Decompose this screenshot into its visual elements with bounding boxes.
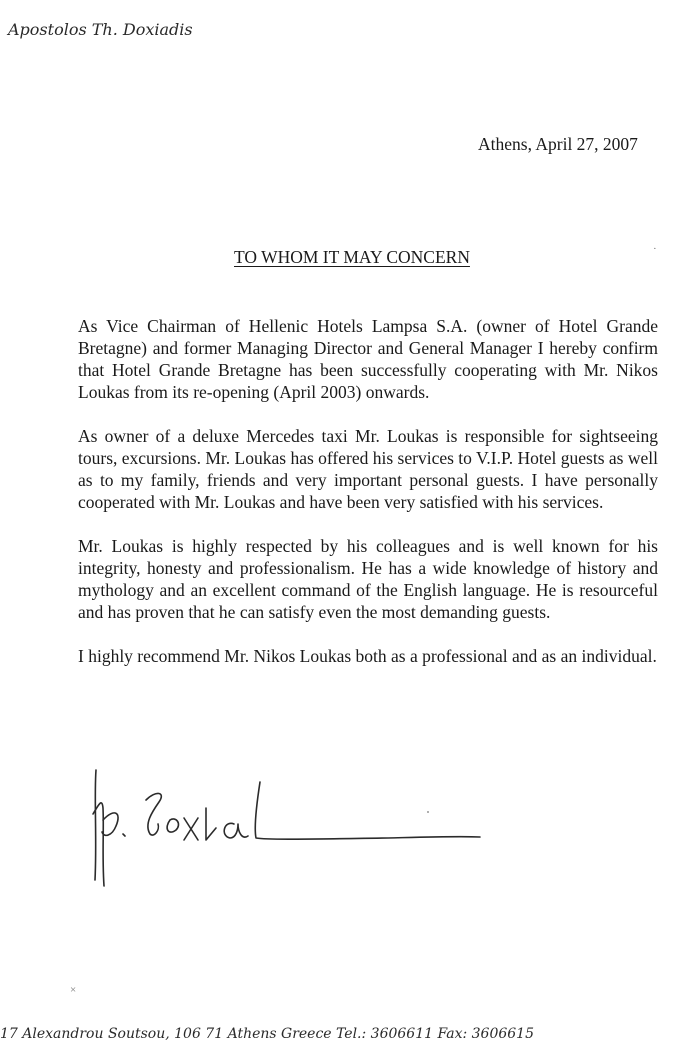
letter-heading: TO WHOM IT MAY CONCERN: [234, 247, 470, 267]
letter-date: Athens, April 27, 2007: [478, 134, 638, 154]
paper-speck: ×: [70, 984, 77, 996]
footer-address: 17 Alexandrou Soutsou, 106 71 Athens Greece Tel.: 3606611 Fax: 3606615: [0, 1026, 534, 1042]
letter-body: [78, 315, 658, 689]
letterhead-name: Apostolos Th. Doxiadis: [8, 20, 193, 39]
paragraph-character: Mr. Loukas is highly respected by his colleagues and is well known for his integrity, honesty and professionalism. He has a wide knowledge of history and mythology and an excellent command of the English language. He is resourceful and has proven that he can satisfy even the most demanding guests.: [78, 536, 658, 622]
paper-speck: ·: [653, 243, 657, 255]
paragraph-confirmation: As Vice Chairman of Hellenic Hotels Lampsa S.A. (owner of Hotel Grande Bretagne) and former Managing Director and General Manager I hereby confirm that Hotel Grande Bretagne has been successfully cooperating with Mr. Nikos Loukas from its re-opening (April 2003) onwards.: [78, 316, 658, 402]
paragraph-recommendation: I highly recommend Mr. Nikos Loukas both as a professional and as an individual.: [78, 646, 657, 666]
paragraph-services: As owner of a deluxe Mercedes taxi Mr. Loukas is responsible for sightseeing tours, excursions. Mr. Loukas has offered his services to V.I.P. Hotel guests as well as to my family, friends and very important personal guests. I have personally cooperated with Mr. Loukas and have been very satisfied with his services.: [78, 426, 658, 512]
handwritten-signature: [88, 768, 488, 898]
